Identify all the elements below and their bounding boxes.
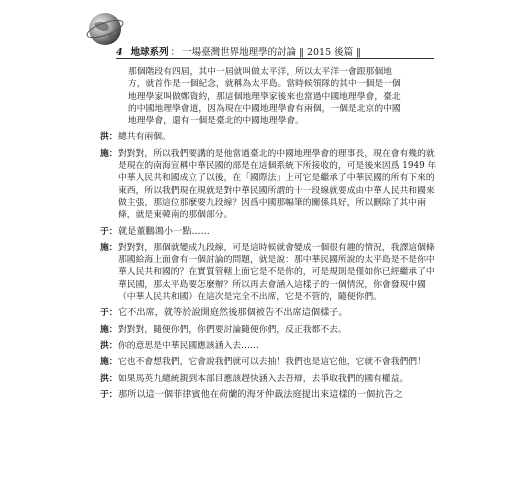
speaker-label: 于： — [100, 226, 118, 237]
speaker-label: 洪： — [100, 340, 118, 351]
series-title: 地球系列 — [130, 47, 169, 58]
intro-line: 的中國地理學會道，因為現在中國地理學會有兩個，一個是北京的中國 — [128, 103, 401, 114]
dialogue-turn — [100, 324, 440, 336]
speaker-label: 施： — [100, 242, 118, 253]
intro-line: 地理學會，還有一個是臺北的中國地理學會。 — [128, 116, 304, 127]
dialogue-turn — [100, 226, 440, 238]
dialogue-turn — [100, 131, 440, 143]
dialogue-turn — [100, 389, 440, 401]
dialogue-text: 就是董鵬鴻小一點…… — [118, 225, 210, 237]
dialogue-text: 如果馬英九總統親到本部目應該趕快涵入去吾辯，去爭取我們的國有權益。 — [118, 373, 409, 384]
dialogue-text: 對對對，那個就變成九段線，可是這時候就會變成一個很有趣的情況，我譯這個條那國給海上面會有一個討論的問題，就是說：那中華民國所說的太平島是不是你中華人民共和國的？在實質管轄上面它是不是你的，可是規則是僅如你已經繼承了中華民國，那太平島要怎麼辦？所以再去會涵入這樣子的一個情況，你會發現中國（中華人民共和國）在這次是完全不出席，它是不管的，隨便你們。 — [118, 242, 435, 303]
dialogue-turn — [100, 356, 440, 368]
dialogue-text: 對對對，隨便你們，你們要討論隨便你們，反正我都不去。 — [118, 324, 347, 335]
dialogue-text: 對對對，所以我們要講的是他當過臺北的中國地理學會的理事長，現在會有幾的就是現在的南海宣稱中華民國的部是在這個系統下所接收的，可是後來因爲 1949 年中華人民共和國成立了以後，在「國際法」上可它是繼承了中華民國的所有下來的東西，所以我們現在現就是對中華民國所謂的十一段線就要成由中華人民共和國來做主張，那這位那麼要九段線？因爲中國那幅筆的關係具好，所以刪除了其中兩條，就是東韓南的那個部分。 — [118, 148, 437, 221]
dialogue-turn — [100, 373, 440, 385]
header-subtitle: 一場臺灣世界地理學的討論 ‖ 2015 後篇 ‖ — [182, 47, 361, 58]
speaker-label: 施： — [100, 148, 118, 159]
intro-line: 方，就首作是一個紀念，就稱為太平島。當時候領隊的其中一個是一個 — [128, 79, 401, 90]
intro-line: 地理學家叫做鄭資約，那這個地理學家後來也當過中國地理學會，臺北 — [128, 91, 401, 102]
dialogue-turn — [100, 242, 440, 303]
dialogue-text: 它不出席，就等於說開庭然後那個被告不出席這個樣子。 — [118, 307, 348, 319]
header-rule — [116, 58, 434, 59]
page-body — [100, 66, 440, 405]
dialogue-turn — [100, 148, 440, 222]
dialogue-text: 總共有兩個。 — [118, 132, 171, 143]
dialogue-text: 它也不會想我們，它會說我們就可以去抽！我們也是這它他，它就不會我們們！ — [118, 357, 426, 368]
page-number: 4 — [116, 47, 123, 58]
speaker-label: 于： — [100, 389, 118, 400]
dialogue-text: 你的意思是中華民國應該涵入去…… — [118, 340, 259, 351]
speaker-label: 洪： — [100, 373, 118, 384]
speaker-label: 于： — [100, 308, 118, 319]
header-colon: ： — [170, 47, 181, 58]
dialogue-text: 那所以這一個菲律賓他在荷蘭的海牙仲裁法庭提出來這樣的一個抗告之 — [118, 388, 403, 400]
intro-line: 那個階段有四屆，其中一屆就叫做太平洋，所以太平洋一會跟那個地 — [128, 67, 392, 77]
dialogue-turn — [100, 307, 440, 319]
speaker-label: 洪： — [100, 132, 118, 143]
speaker-label: 施： — [100, 357, 118, 368]
speaker-label: 施： — [100, 324, 118, 335]
dialogue-turn — [100, 340, 440, 352]
globe-logo-icon — [86, 10, 124, 48]
intro-paragraph — [100, 66, 440, 127]
